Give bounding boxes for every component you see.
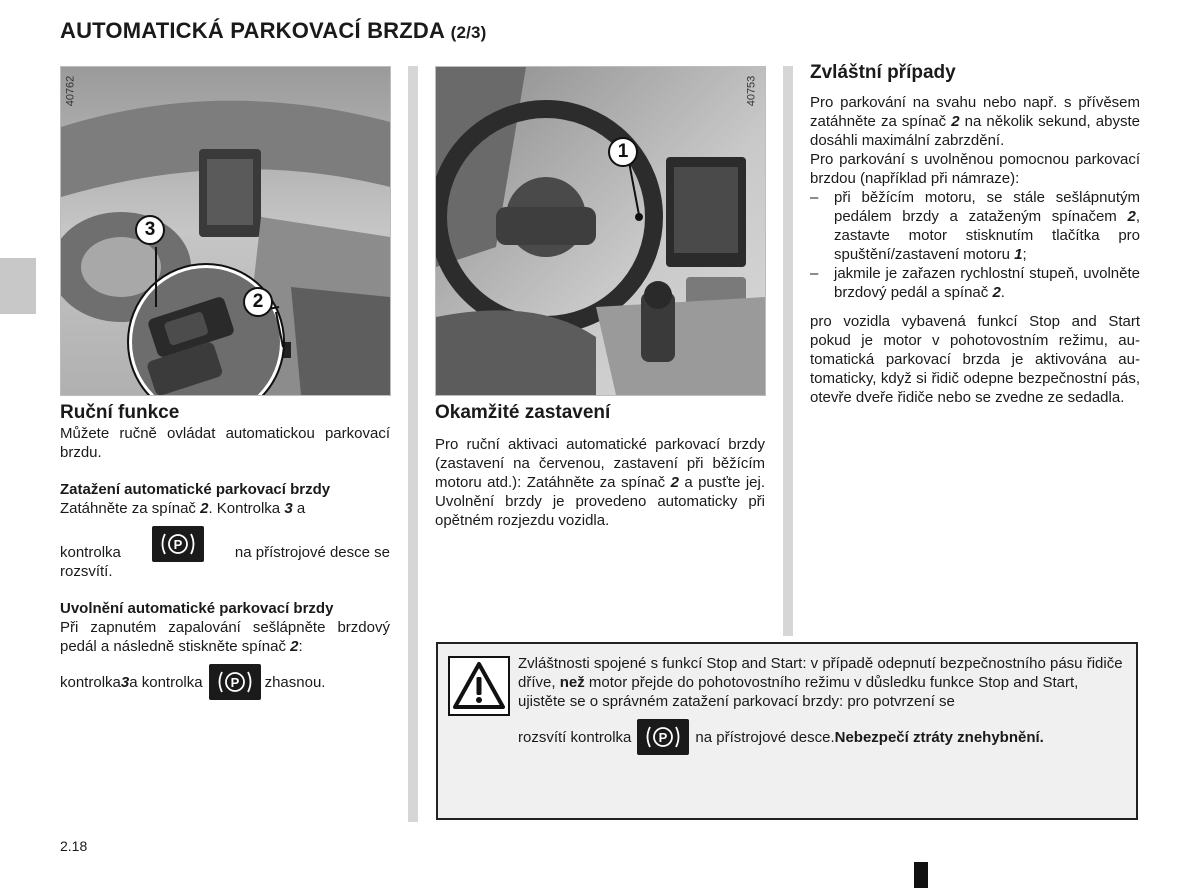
callout-3: 3 bbox=[135, 215, 165, 245]
warning-box bbox=[436, 642, 1138, 820]
special-cases-p3: pro vozidla vybavená funkcí Stop and Start pokud je motor v pohotovostním režimu, automatická parkovací brzda je aktivována automaticky, když si řidič odepne bezpečnostní pás, otevře dveře řidiče nebo se zvedne ze sedadla. bbox=[810, 313, 1140, 406]
svg-text:P: P bbox=[659, 730, 668, 745]
apply-brake-heading: Zatažení automatické parkovací brzdy bbox=[60, 481, 331, 498]
list-item: – při běžícím motoru, se stále sešlápnutým pedálem brzdy a zataženým spínačem 2, zastavte motor stisknutím tlačítka pro spuštění/zastavení motoru 1; bbox=[810, 188, 1140, 264]
figure-steering-wheel bbox=[435, 66, 766, 396]
list-item: – jakmile je zařazen rychlostní stupeň, uvolněte brzdový pedál a spínač 2. bbox=[810, 264, 1140, 302]
special-cases-list bbox=[810, 188, 1140, 302]
special-cases-p1: Pro parkování na svahu nebo např. s přívěsem zatáhněte za spínač 2 na několik sekund, abyste dosáhli maximální zabrzdění. bbox=[810, 94, 1140, 149]
parking-brake-indicator-icon bbox=[637, 719, 689, 755]
section-tab-marker bbox=[0, 258, 36, 314]
warning-text: Zvláštnosti spojené s funkcí Stop and Start: v případě odepnutí bezpečnostního pásu řidiče dříve, než motor přejde do pohotovostního režimu v důsledku funkce Stop and Start, ujistěte se o správném zatažení parkovací brzdy: pro potvrzení se rozsvítí kontrolka P na přístrojové desce. Nebezpečí ztráty znehybnění. bbox=[518, 654, 1128, 755]
title-suffix: (2/3) bbox=[450, 23, 487, 42]
release-brake-indicator-line: kontrolka 3 a kontrolka P zhasnou. bbox=[60, 664, 390, 700]
special-cases-heading: Zvláštní případy bbox=[810, 62, 956, 83]
figure-interior-console bbox=[60, 66, 391, 396]
special-cases-p2: Pro parkování s uvolněnou pomocnou parkovací brzdou (například při námraze): bbox=[810, 151, 1140, 187]
warning-indicator-line: rozsvítí kontrolka P na přístrojové desce. Nebezpečí ztráty znehybnění. bbox=[518, 719, 1128, 755]
manual-function-intro: Můžete ručně ovládat automatickou parkovací brzdu. bbox=[60, 425, 390, 461]
page-number: 2.18 bbox=[60, 838, 88, 854]
warning-triangle-icon bbox=[448, 656, 510, 716]
svg-text:P: P bbox=[230, 675, 239, 690]
callout-1: 1 bbox=[608, 137, 638, 167]
figure-number: 40762 bbox=[64, 75, 77, 107]
immediate-stop-section bbox=[435, 402, 765, 530]
apply-brake-text: Zatáhněte za spínač 2. Kontrolka 3 a bbox=[60, 500, 306, 517]
manual-function-section bbox=[60, 402, 390, 700]
immediate-stop-text: Pro ruční aktivaci automatické parkovací brzdy (zastavení na červenou, zastavení při běžícím motoru atd.): Zatáhněte za spínač 2 a pusťte jej. Uvolnění brzdy je provedeno automaticky při opětném rozjezdu vozidla. bbox=[435, 436, 766, 529]
parking-brake-indicator-icon bbox=[209, 664, 261, 700]
svg-text:P: P bbox=[173, 537, 183, 552]
immediate-stop-heading: Okamžité zastavení bbox=[435, 402, 611, 423]
release-brake-text: Při zapnutém zapalování sešlápněte brzdový pedál a následně stiskněte spínač 2: bbox=[60, 619, 390, 655]
special-cases-section bbox=[810, 62, 1140, 407]
apply-brake-result: rozsvítí. bbox=[60, 563, 113, 580]
column-separator-right bbox=[783, 66, 793, 636]
release-brake-heading: Uvolnění automatické parkovací brzdy bbox=[60, 600, 334, 617]
figure-number: 40753 bbox=[745, 75, 758, 107]
column-separator-left bbox=[408, 66, 418, 822]
callout-2: 2 bbox=[243, 287, 273, 317]
manual-function-heading: Ruční funkce bbox=[60, 402, 180, 423]
page-title: AUTOMATICKÁ PARKOVACÍ BRZDA (2/3) bbox=[60, 18, 487, 43]
parking-brake-indicator-icon bbox=[152, 526, 204, 562]
page-edge-bar bbox=[914, 862, 928, 888]
apply-brake-indicator-line: kontrolka P na přístrojové desce se bbox=[60, 526, 390, 562]
